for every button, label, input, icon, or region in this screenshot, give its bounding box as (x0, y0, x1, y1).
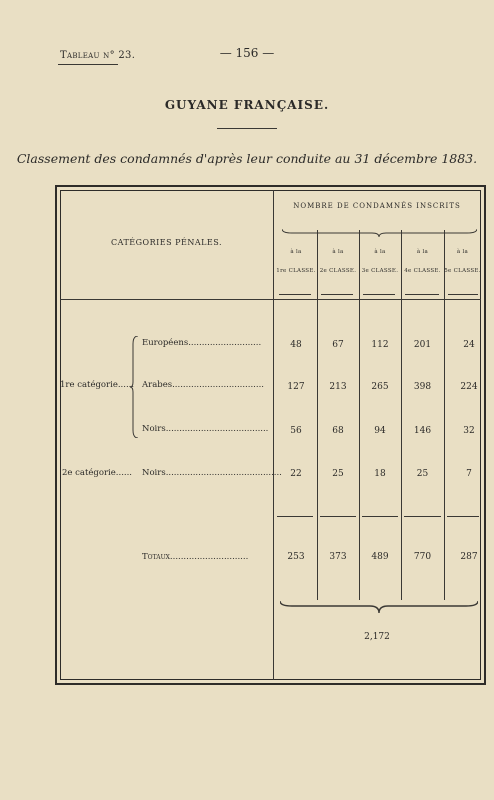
header-rule (279, 294, 311, 295)
table-cell: 18 (374, 469, 386, 479)
total-rule (362, 516, 398, 517)
grand-total-brace (280, 598, 478, 610)
table-cell: 127 (287, 382, 305, 392)
header-rule (405, 294, 439, 295)
column-header-class: 5e CLASSE. (444, 268, 481, 274)
table-cell: 146 (413, 426, 432, 436)
table-cell: 201 (413, 340, 432, 350)
column-header-prefix: à la (374, 249, 386, 255)
total-cell: 253 (287, 552, 305, 562)
table-cell: 24 (463, 340, 475, 350)
total-cell: 287 (460, 552, 478, 562)
table-cell: 22 (290, 469, 302, 479)
table-cell: 94 (374, 426, 386, 436)
table-cell: 213 (329, 382, 347, 392)
group-header-brace (282, 222, 477, 230)
row-label: Noirs...................................... (142, 424, 269, 434)
header-rule (321, 294, 353, 295)
title-rule (217, 128, 277, 129)
column-header-prefix: à la (290, 249, 302, 255)
table-cell: 398 (413, 382, 432, 392)
table-cell: 56 (290, 426, 302, 436)
table-cell: 32 (463, 426, 475, 436)
table-cell: 68 (332, 426, 344, 436)
column-header-class: 4e CLASSE. (404, 268, 441, 274)
category-column-divider (273, 190, 274, 680)
table-cell: 48 (290, 340, 302, 350)
table-reference: Tableau n° 23. (60, 50, 136, 61)
page-title: GUYANE FRANÇAISE. (164, 98, 330, 112)
table-cell: 7 (466, 469, 472, 479)
inscribed-count-header: NOMBRE DE CONDAMNÉS INSCRITS (293, 202, 461, 210)
penal-categories-header: CATÉGORIES PÉNALES. (110, 238, 223, 247)
column-divider (317, 230, 318, 600)
total-cell: 770 (413, 552, 432, 562)
total-rule (447, 516, 479, 517)
column-header-prefix: à la (456, 249, 469, 255)
table-cell: 25 (332, 469, 344, 479)
column-header-prefix: à la (416, 249, 429, 255)
category-brace (130, 336, 138, 438)
table-cell: 224 (460, 382, 478, 392)
column-header-class: 3e CLASSE. (361, 268, 399, 274)
row-label: Européens........................... (142, 338, 262, 348)
category-label: 1re catégorie...... (60, 380, 135, 390)
column-divider (444, 230, 445, 600)
grand-total: 2,172 (364, 632, 390, 642)
total-rule (277, 516, 313, 517)
header-divider (60, 299, 481, 300)
page-number: — 156 — (219, 46, 275, 60)
totals-label: Totaux............................. (142, 552, 249, 562)
column-header-class: 1re CLASSE. (276, 268, 316, 274)
table-cell: 67 (332, 340, 344, 350)
column-header-prefix: à la (332, 249, 344, 255)
table-subtitle: Classement des condamnés d'après leur conduite au 31 décembre 1883. (16, 151, 478, 166)
row-label: Noirs........................................... (142, 468, 282, 478)
table-cell: 25 (416, 469, 429, 479)
total-rule (320, 516, 356, 517)
table-reference-underline (58, 64, 118, 65)
total-rule (404, 516, 441, 517)
table-cell: 112 (371, 340, 389, 350)
column-divider (359, 230, 360, 600)
column-header-class: 2e CLASSE. (319, 268, 357, 274)
column-divider (401, 230, 402, 600)
header-rule (448, 294, 478, 295)
header-rule (363, 294, 395, 295)
row-label: Arabes.................................. (142, 380, 264, 390)
category-label: 2e catégorie...... (62, 468, 132, 478)
total-cell: 373 (329, 552, 347, 562)
total-cell: 489 (371, 552, 389, 562)
table-cell: 265 (371, 382, 389, 392)
